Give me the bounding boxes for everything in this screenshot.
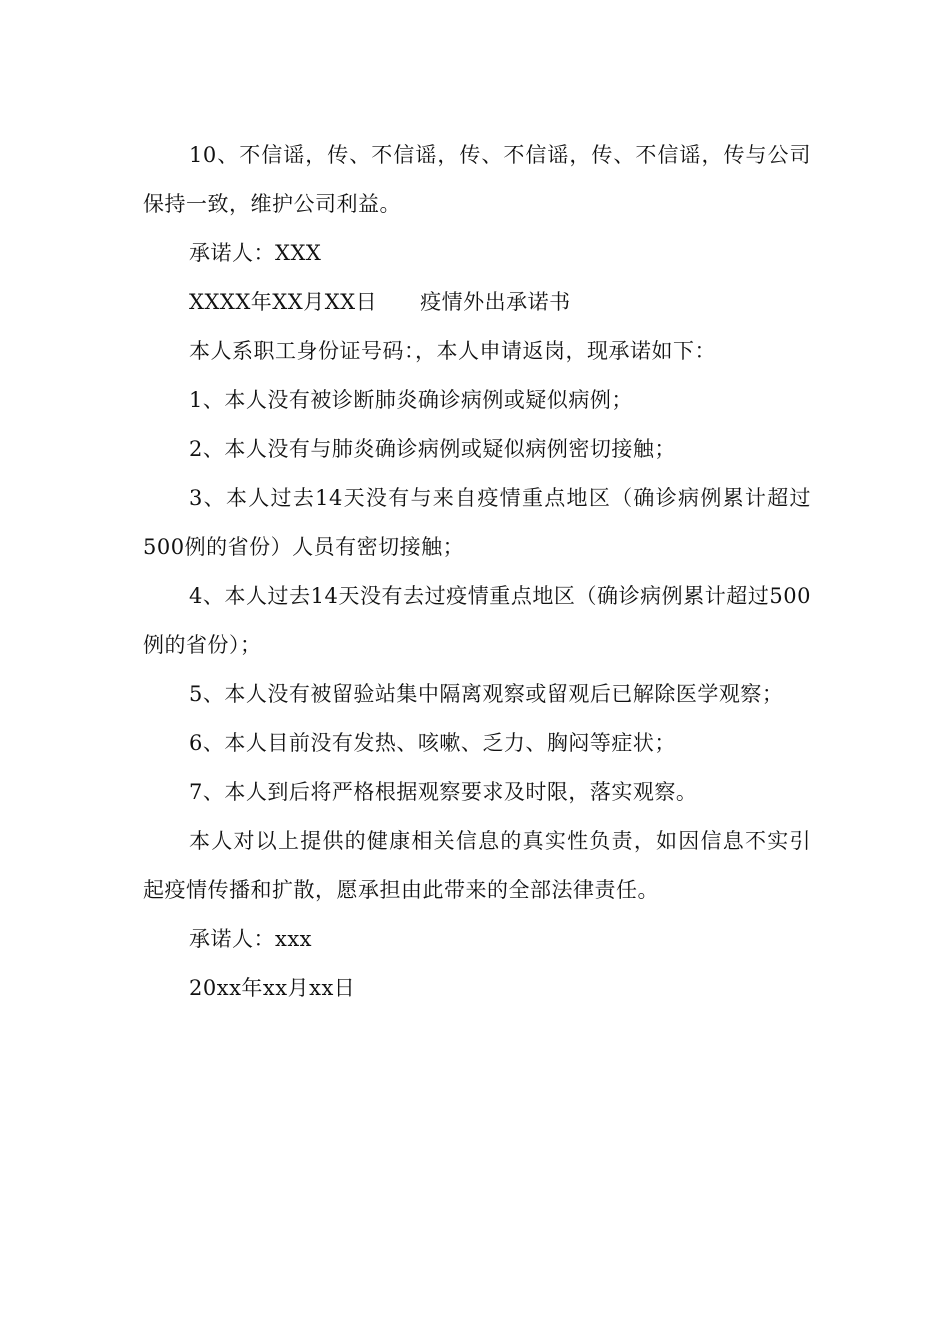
date-title-line: XXXX年XX月XX日 疫情外出承诺书 [189, 290, 571, 314]
paragraph-item-2: 2、本人没有与肺炎确诊病例或疑似病例密切接触； [189, 437, 676, 461]
paragraph-item-1: 1、本人没有被诊断肺炎确诊病例或疑似病例； [189, 388, 633, 412]
paragraph-item-4: 4、本人过去14天没有去过疫情重点地区（确诊病例累计超过500例的省份）； [143, 584, 811, 657]
date-line: 20xx年xx月xx日 [189, 976, 356, 1000]
paragraph-item-7: 7、本人到后将严格根据观察要求及时限，落实观察。 [189, 780, 698, 804]
document-body [143, 131, 811, 1013]
signatory-line: 承诺人：XXX [189, 241, 322, 265]
intro-paragraph: 本人系职工身份证号码：，本人申请返岗，现承诺如下： [189, 339, 716, 363]
paragraph-item-10: 10、不信谣，传、不信谣，传、不信谣，传、不信谣，传与公司保持一致，维护公司利益。 [143, 143, 811, 216]
paragraph-item-3: 3、本人过去14天没有与来自疫情重点地区（确诊病例累计超过500例的省份）人员有密切接触； [143, 486, 811, 559]
paragraph-item-5: 5、本人没有被留验站集中隔离观察或留观后已解除医学观察； [189, 682, 784, 706]
paragraph-item-6: 6、本人目前没有发热、咳嗽、乏力、胸闷等症状； [189, 731, 676, 755]
signatory-line-2: 承诺人：xxx [189, 927, 313, 951]
responsibility-statement: 本人对以上提供的健康相关信息的真实性负责，如因信息不实引起疫情传播和扩散，愿承担由此带来的全部法律责任。 [143, 829, 811, 902]
